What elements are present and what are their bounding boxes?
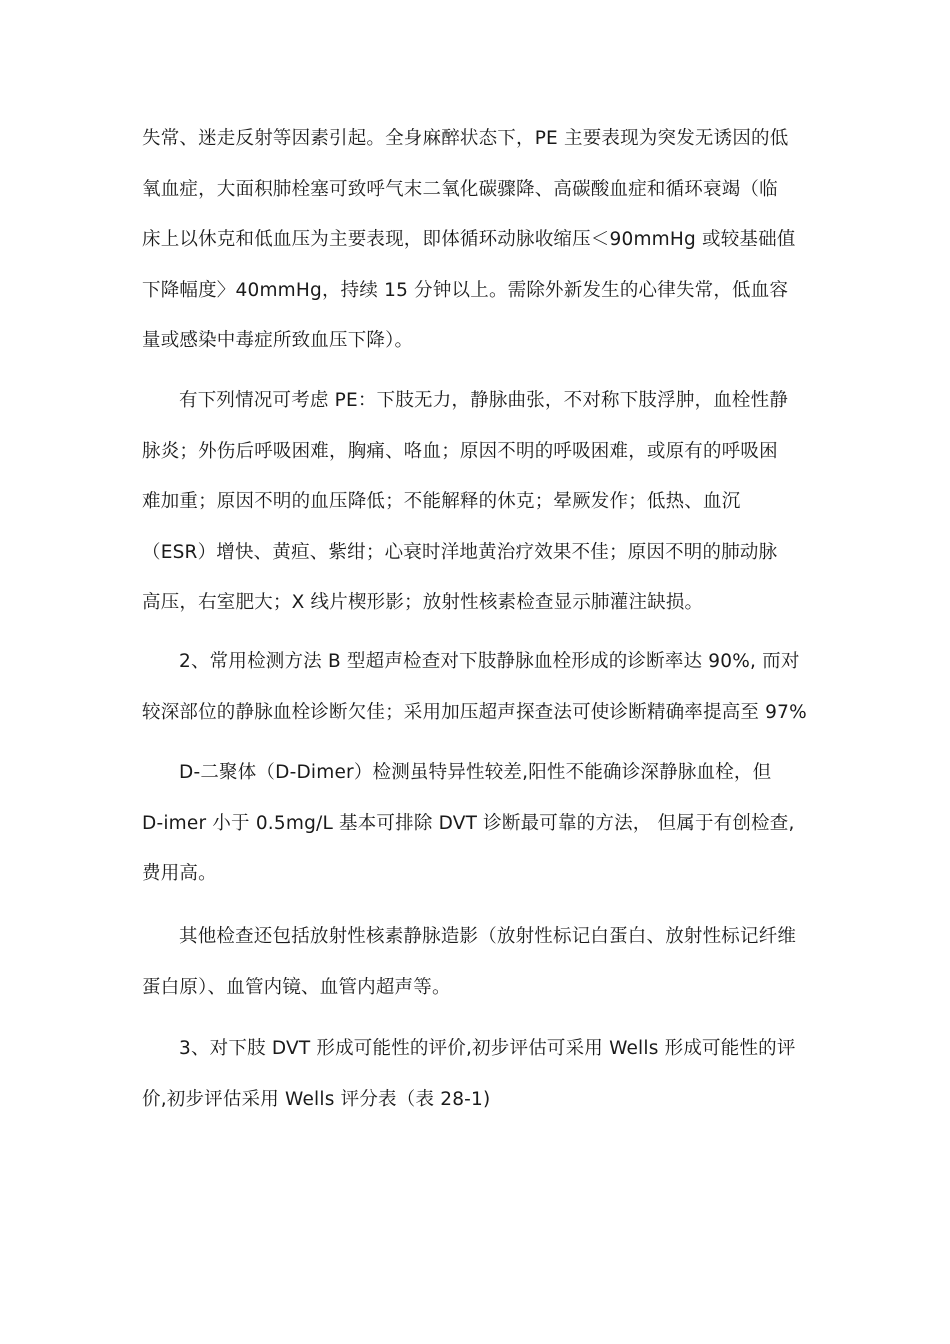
text-line: 脉炎；外伤后呼吸困难，胸痛、咯血；原因不明的呼吸困难，或原有的呼吸困 — [142, 440, 778, 462]
text-line: 价,初步评估采用 Wells 评分表（表 28-1) — [142, 1088, 491, 1110]
text-line: 2、常用检测方法 B 型超声检查对下肢静脉血栓形成的诊断率达 90%, 而对 — [179, 651, 800, 672]
text-line: 下降幅度〉40mmHg，持续 15 分钟以上。需除外新发生的心律失常，低血容 — [142, 279, 789, 301]
text-line: （ESR）增快、黄疸、紫绀；心衰时洋地黄治疗效果不佳；原因不明的肺动脉 — [142, 541, 778, 563]
text-line: 难加重；原因不明的血压降低；不能解释的休克；晕厥发作；低热、血沉 — [142, 491, 741, 512]
text-line: 高压，右室肥大；X 线片楔形影；放射性核素检查显示肺灌注缺损。 — [142, 592, 704, 613]
text-line: 失常、迷走反射等因素引起。全身麻醉状态下，PE 主要表现为突发无诱因的低 — [142, 128, 789, 149]
paragraph-other-exams — [142, 912, 814, 1013]
paragraph-ultrasound-detection — [142, 637, 814, 738]
text-line: 较深部位的静脉血栓诊断欠佳；采用加压超声探查法可使诊断精确率提高至 97% — [142, 701, 807, 723]
text-line: 蛋白原）、血管内镜、血管内超声等。 — [142, 976, 451, 998]
paragraph-pe-indications — [142, 376, 814, 629]
text-line: 3、对下肢 DVT 形成可能性的评价,初步评估可采用 Wells 形成可能性的评 — [179, 1038, 796, 1059]
text-line: 费用高。 — [142, 863, 217, 884]
text-line: 量或感染中毒症所致血压下降）。 — [142, 330, 414, 351]
text-line: 氧血症，大面积肺栓塞可致呼气末二氧化碳骤降、高碳酸血症和循环衰竭（临 — [142, 178, 778, 200]
text-line: 床上以休克和低血压为主要表现，即体循环动脉收缩压＜90mmHg 或较基础值 — [142, 229, 796, 250]
paragraph-pe-clinical-presentation — [142, 114, 814, 367]
paragraph-wells-evaluation — [142, 1024, 814, 1125]
text-line: D-二聚体（D-Dimer）检测虽特异性较差,阳性不能确诊深静脉血栓，但 — [179, 762, 772, 783]
text-line: 有下列情况可考虑 PE：下肢无力，静脉曲张，不对称下肢浮肿，血栓性静 — [179, 390, 789, 411]
text-line: 其他检查还包括放射性核素静脉造影（放射性标记白蛋白、放射性标记纤维 — [179, 926, 797, 947]
text-line: D-imer 小于 0.5mg/L 基本可排除 DVT 诊断最可靠的方法， 但属于有创检查, — [142, 812, 795, 834]
paragraph-d-dimer — [142, 748, 814, 900]
